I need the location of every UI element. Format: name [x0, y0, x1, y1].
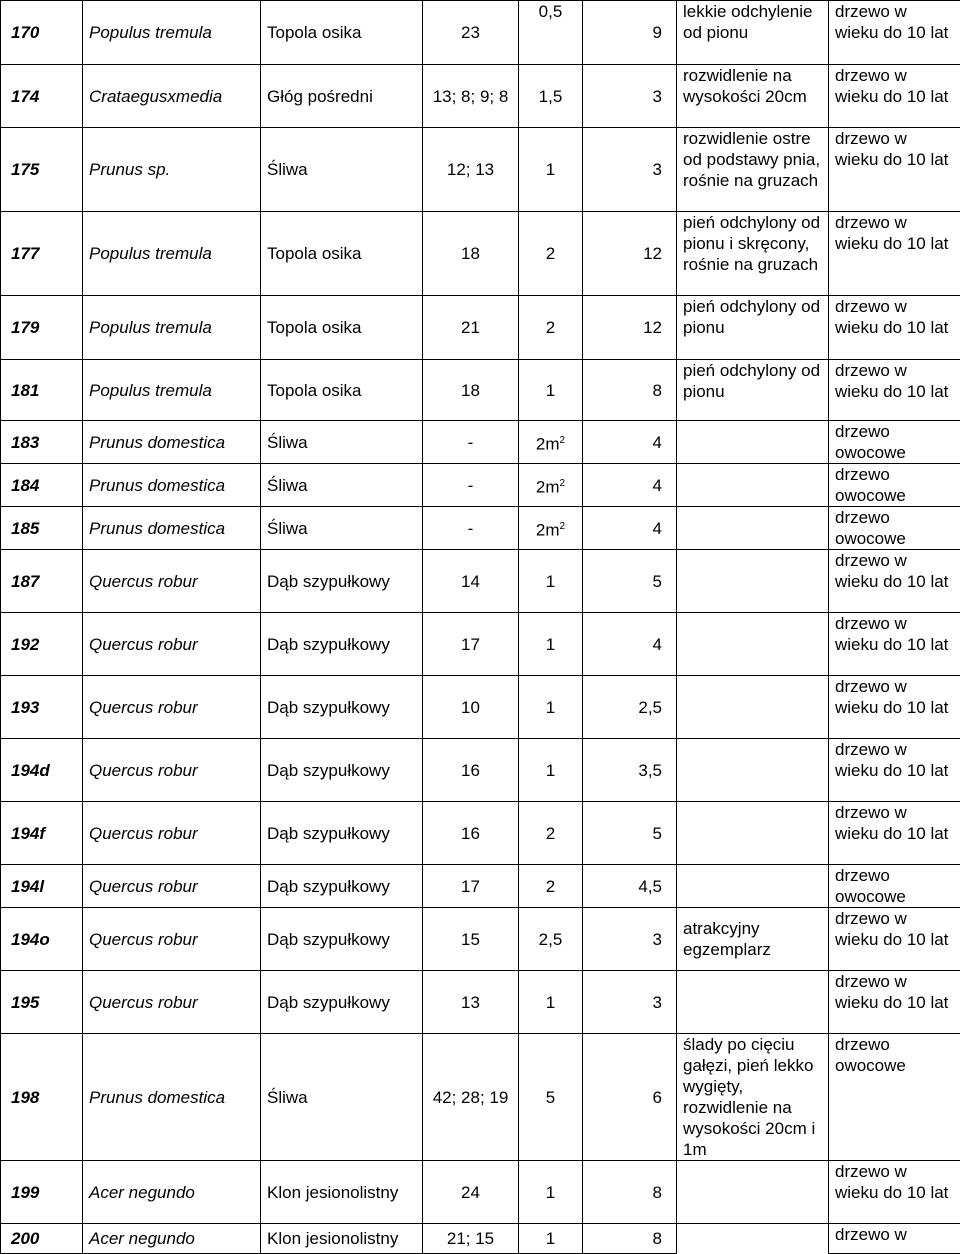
crown-diameter-cell: 4,5: [583, 865, 677, 908]
latin-name-cell: Prunus domestica: [83, 507, 261, 550]
classification-cell: drzewo w wieku do 10 lat: [829, 908, 960, 971]
height-value: 1: [546, 381, 555, 400]
tree-number-cell: 195: [1, 971, 83, 1034]
height-value: 5: [546, 1088, 555, 1107]
height-cell: [519, 908, 583, 971]
height-cell: [519, 550, 583, 613]
polish-name-cell: Topola osika: [261, 296, 423, 360]
polish-name-cell: Topola osika: [261, 1, 423, 65]
remarks-cell: atrakcyjny egzemplarz: [677, 908, 829, 971]
tree-number-cell: 183: [1, 421, 83, 464]
crown-diameter-cell: 12: [583, 212, 677, 296]
polish-name-cell: Śliwa: [261, 1034, 423, 1161]
tree-number-cell: 187: [1, 550, 83, 613]
height-value: 1: [546, 698, 555, 717]
height-cell: [519, 128, 583, 212]
latin-name-cell: Populus tremula: [83, 1, 261, 65]
tree-number-cell: 177: [1, 212, 83, 296]
tree-number-cell: 198: [1, 1034, 83, 1161]
table-row: [1, 1224, 960, 1254]
remarks-cell: ślady po cięciu gałęzi, pień lekko wygięty, rozwidlenie na wysokości 20cm i 1m: [677, 1034, 829, 1161]
height-superscript: 2: [560, 478, 566, 489]
latin-name-cell: Populus tremula: [83, 296, 261, 360]
latin-name-cell: Acer negundo: [83, 1224, 261, 1254]
tree-number-cell: 194d: [1, 739, 83, 802]
polish-name-cell: Śliwa: [261, 421, 423, 464]
remarks-cell: [677, 802, 829, 865]
remarks-cell: [677, 865, 829, 908]
table-row: [1, 464, 960, 507]
latin-name-cell: Quercus robur: [83, 971, 261, 1034]
circumference-cell: 13: [423, 971, 519, 1034]
crown-diameter-cell: 6: [583, 1034, 677, 1161]
remarks-cell: pień odchylony od pionu: [677, 360, 829, 421]
polish-name-cell: Śliwa: [261, 464, 423, 507]
circumference-cell: 21: [423, 296, 519, 360]
table-row: [1, 802, 960, 865]
height-cell: [519, 296, 583, 360]
circumference-cell: 23: [423, 1, 519, 65]
classification-cell: drzewo w wieku do 10 lat: [829, 1161, 960, 1224]
circumference-cell: 24: [423, 1161, 519, 1224]
crown-diameter-cell: 8: [583, 1161, 677, 1224]
height-value: 2: [546, 318, 555, 337]
latin-name-cell: Crataegusxmedia: [83, 65, 261, 128]
classification-cell: drzewo w wieku do 10 lat: [829, 739, 960, 802]
crown-diameter-cell: 5: [583, 550, 677, 613]
tree-number-cell: 193: [1, 676, 83, 739]
crown-diameter-cell: 3: [583, 128, 677, 212]
crown-diameter-cell: 3: [583, 65, 677, 128]
remarks-cell: [677, 1161, 829, 1224]
classification-cell: drzewo w wieku do 10 lat: [829, 802, 960, 865]
height-superscript: 2: [560, 435, 566, 446]
height-cell: [519, 613, 583, 676]
remarks-cell: [677, 1224, 829, 1254]
height-value: 2: [546, 824, 555, 843]
crown-diameter-cell: 12: [583, 296, 677, 360]
classification-cell: drzewo w wieku do 10 lat: [829, 676, 960, 739]
circumference-cell: 18: [423, 212, 519, 296]
crown-diameter-cell: 3: [583, 971, 677, 1034]
classification-cell: drzewo w wieku do 10 lat: [829, 65, 960, 128]
circumference-cell: -: [423, 421, 519, 464]
height-cell: [519, 1224, 583, 1254]
table-row: [1, 865, 960, 908]
remarks-cell: pień odchylony od pionu: [677, 296, 829, 360]
polish-name-cell: Dąb szypułkowy: [261, 865, 423, 908]
table-row: [1, 507, 960, 550]
classification-cell: drzewo w wieku do 10 lat: [829, 1, 960, 65]
remarks-cell: rozwidlenie ostre od podstawy pnia, rośnie na gruzach: [677, 128, 829, 212]
height-cell: [519, 865, 583, 908]
height-value: 2,5: [539, 930, 563, 949]
polish-name-cell: Głóg pośredni: [261, 65, 423, 128]
height-value: 1: [546, 635, 555, 654]
tree-number-cell: 179: [1, 296, 83, 360]
remarks-cell: lekkie odchylenie od pionu: [677, 1, 829, 65]
latin-name-cell: Quercus robur: [83, 676, 261, 739]
circumference-cell: 14: [423, 550, 519, 613]
polish-name-cell: Topola osika: [261, 212, 423, 296]
height-value: 2m: [536, 477, 560, 496]
height-cell: [519, 360, 583, 421]
crown-diameter-cell: 4: [583, 421, 677, 464]
remarks-cell: [677, 676, 829, 739]
tree-number-cell: 184: [1, 464, 83, 507]
polish-name-cell: Topola osika: [261, 360, 423, 421]
table-row: [1, 296, 960, 360]
classification-cell: drzewo w wieku do 10 lat: [829, 360, 960, 421]
circumference-cell: 16: [423, 802, 519, 865]
crown-diameter-cell: 3: [583, 908, 677, 971]
latin-name-cell: Quercus robur: [83, 739, 261, 802]
latin-name-cell: Prunus domestica: [83, 464, 261, 507]
circumference-cell: 16: [423, 739, 519, 802]
height-cell: [519, 1034, 583, 1161]
height-value: 1,5: [539, 87, 563, 106]
crown-diameter-cell: 4: [583, 613, 677, 676]
remarks-cell: [677, 421, 829, 464]
height-superscript: 2: [560, 521, 566, 532]
latin-name-cell: Quercus robur: [83, 865, 261, 908]
crown-diameter-cell: 5: [583, 802, 677, 865]
circumference-cell: 15: [423, 908, 519, 971]
height-value: 1: [546, 160, 555, 179]
crown-diameter-cell: 3,5: [583, 739, 677, 802]
table-row: [1, 1034, 960, 1161]
latin-name-cell: Quercus robur: [83, 550, 261, 613]
crown-diameter-cell: 2,5: [583, 676, 677, 739]
circumference-cell: 17: [423, 613, 519, 676]
height-value: 2m: [536, 520, 560, 539]
height-value: 1: [546, 761, 555, 780]
remarks-cell: [677, 550, 829, 613]
height-cell: [519, 507, 583, 550]
height-value: 2m: [536, 434, 560, 453]
classification-cell: drzewo w wieku do 10 lat: [829, 128, 960, 212]
height-cell: [519, 421, 583, 464]
polish-name-cell: Dąb szypułkowy: [261, 613, 423, 676]
height-value: 1: [546, 993, 555, 1012]
latin-name-cell: Acer negundo: [83, 1161, 261, 1224]
table-row: [1, 360, 960, 421]
latin-name-cell: Populus tremula: [83, 360, 261, 421]
latin-name-cell: Quercus robur: [83, 802, 261, 865]
table-body: [1, 1, 960, 1254]
remarks-cell: [677, 971, 829, 1034]
classification-cell: drzewo w wieku do 10 lat: [829, 212, 960, 296]
circumference-cell: -: [423, 464, 519, 507]
tree-number-cell: 170: [1, 1, 83, 65]
table-row: [1, 128, 960, 212]
polish-name-cell: Klon jesionolistny: [261, 1161, 423, 1224]
latin-name-cell: Quercus robur: [83, 908, 261, 971]
crown-diameter-cell: 4: [583, 507, 677, 550]
classification-cell: drzewo owocowe: [829, 865, 960, 908]
height-cell: [519, 212, 583, 296]
polish-name-cell: Dąb szypułkowy: [261, 802, 423, 865]
crown-diameter-cell: 8: [583, 1224, 677, 1254]
height-cell: [519, 739, 583, 802]
latin-name-cell: Quercus robur: [83, 613, 261, 676]
table-row: [1, 676, 960, 739]
crown-diameter-cell: 9: [583, 1, 677, 65]
tree-number-cell: 185: [1, 507, 83, 550]
circumference-cell: 42; 28; 19: [423, 1034, 519, 1161]
height-value: 1: [546, 572, 555, 591]
classification-cell: drzewo w wieku do 10 lat: [829, 550, 960, 613]
circumference-cell: 21; 15: [423, 1224, 519, 1254]
circumference-cell: -: [423, 507, 519, 550]
tree-number-cell: 181: [1, 360, 83, 421]
remarks-cell: rozwidlenie na wysokości 20cm: [677, 65, 829, 128]
height-cell: [519, 802, 583, 865]
tree-number-cell: 200: [1, 1224, 83, 1254]
tree-number-cell: 192: [1, 613, 83, 676]
table-row: [1, 212, 960, 296]
polish-name-cell: Śliwa: [261, 507, 423, 550]
tree-number-cell: 194o: [1, 908, 83, 971]
polish-name-cell: Dąb szypułkowy: [261, 908, 423, 971]
classification-cell: drzewo w: [829, 1224, 960, 1254]
height-value: 2: [546, 877, 555, 896]
tree-number-cell: 174: [1, 65, 83, 128]
tree-number-cell: 199: [1, 1161, 83, 1224]
table-row: [1, 65, 960, 128]
table-row: [1, 971, 960, 1034]
height-value: 1: [546, 1229, 555, 1248]
crown-diameter-cell: 4: [583, 464, 677, 507]
table-row: [1, 739, 960, 802]
polish-name-cell: Dąb szypułkowy: [261, 739, 423, 802]
height-cell: [519, 676, 583, 739]
polish-name-cell: Dąb szypułkowy: [261, 550, 423, 613]
polish-name-cell: Klon jesionolistny: [261, 1224, 423, 1254]
classification-cell: drzewo owocowe: [829, 507, 960, 550]
classification-cell: drzewo w wieku do 10 lat: [829, 613, 960, 676]
height-cell: [519, 1161, 583, 1224]
latin-name-cell: Prunus domestica: [83, 421, 261, 464]
circumference-cell: 12; 13: [423, 128, 519, 212]
polish-name-cell: Śliwa: [261, 128, 423, 212]
classification-cell: drzewo owocowe: [829, 464, 960, 507]
circumference-cell: 18: [423, 360, 519, 421]
table-row: [1, 550, 960, 613]
height-value: 0,5: [539, 2, 563, 21]
height-cell: [519, 65, 583, 128]
remarks-cell: pień odchylony od pionu i skręcony, rośnie na gruzach: [677, 212, 829, 296]
circumference-cell: 17: [423, 865, 519, 908]
tree-number-cell: 175: [1, 128, 83, 212]
circumference-cell: 10: [423, 676, 519, 739]
remarks-cell: [677, 613, 829, 676]
polish-name-cell: Dąb szypułkowy: [261, 676, 423, 739]
height-value: 2: [546, 244, 555, 263]
height-cell: [519, 1, 583, 65]
latin-name-cell: Prunus sp.: [83, 128, 261, 212]
height-cell: [519, 971, 583, 1034]
remarks-cell: [677, 464, 829, 507]
table-row: [1, 1161, 960, 1224]
classification-cell: drzewo owocowe: [829, 421, 960, 464]
classification-cell: drzewo owocowe: [829, 1034, 960, 1161]
remarks-cell: [677, 507, 829, 550]
remarks-cell: [677, 739, 829, 802]
tree-number-cell: 194f: [1, 802, 83, 865]
classification-cell: drzewo w wieku do 10 lat: [829, 296, 960, 360]
latin-name-cell: Prunus domestica: [83, 1034, 261, 1161]
table-row: [1, 421, 960, 464]
height-value: 1: [546, 1183, 555, 1202]
circumference-cell: 13; 8; 9; 8: [423, 65, 519, 128]
tree-number-cell: 194l: [1, 865, 83, 908]
height-cell: [519, 464, 583, 507]
table-row: [1, 613, 960, 676]
table-row: [1, 908, 960, 971]
table-row: [1, 1, 960, 65]
polish-name-cell: Dąb szypułkowy: [261, 971, 423, 1034]
classification-cell: drzewo w wieku do 10 lat: [829, 971, 960, 1034]
crown-diameter-cell: 8: [583, 360, 677, 421]
latin-name-cell: Populus tremula: [83, 212, 261, 296]
